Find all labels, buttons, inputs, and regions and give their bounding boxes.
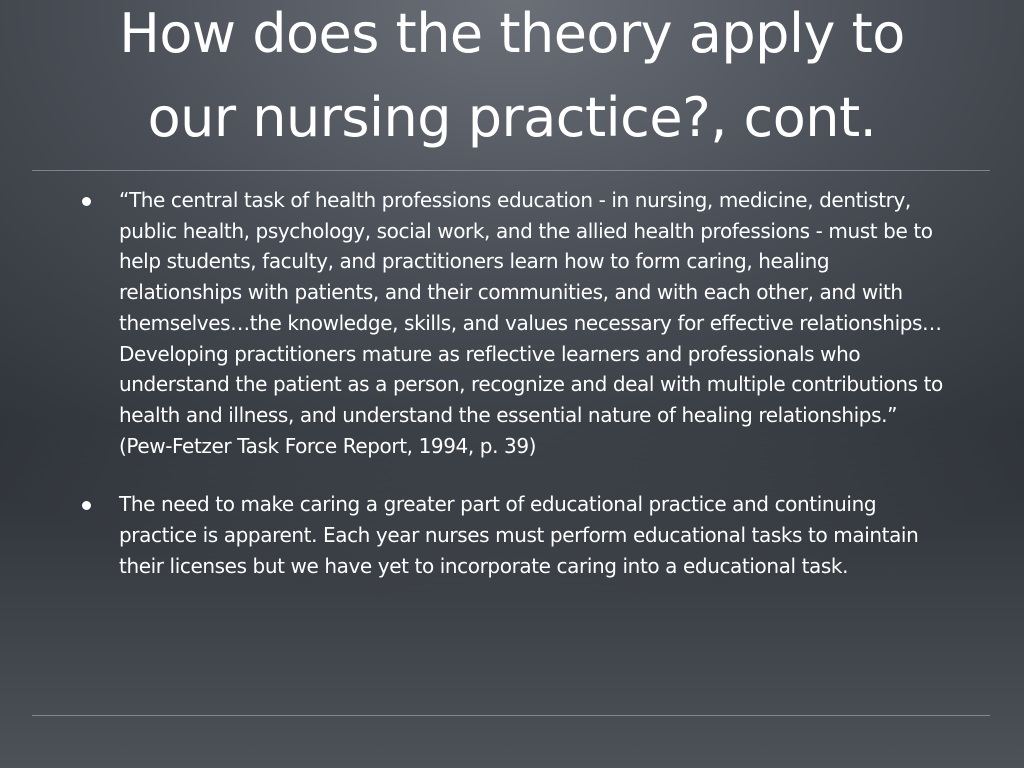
slide-title-line-2: our nursing practice?, cont. bbox=[147, 86, 877, 149]
bullet-item-quote bbox=[0, 185, 944, 461]
top-divider bbox=[32, 170, 990, 171]
bullet-item-caring bbox=[0, 489, 944, 581]
slide-title bbox=[40, 0, 984, 160]
bullet-list bbox=[0, 185, 1024, 595]
bullet-text-quote: “The central task of health professions education - in nursing, medicine, dentistry, public health, psychology, social work, and the allied health professions - must be to help students, faculty, and practitioners learn how to form caring, healing relationships with patients, and their communities, and with each other, and with themselves…the knowledge, skills, and values necessary for effective relationships… Developing practitioners mature as reflective learners and professionals who understand the patient as a person, recognize and deal with multiple contributions to health and illness, and understand the essential nature of healing relationships.” (Pew-Fetzer Task Force Report, 1994, p. 39) bbox=[119, 188, 943, 458]
slide-title-line-1: How does the theory apply to bbox=[119, 2, 905, 65]
bullet-dot-icon bbox=[82, 501, 91, 510]
bullet-gap bbox=[0, 475, 1024, 489]
bottom-divider bbox=[32, 715, 990, 716]
bullet-text-caring: The need to make caring a greater part of educational practice and continuing practice is apparent. Each year nurses must perform educational tasks to maintain their licenses but we have yet to incorporate caring into a educational task. bbox=[119, 492, 919, 578]
bullet-dot-icon bbox=[82, 197, 91, 206]
